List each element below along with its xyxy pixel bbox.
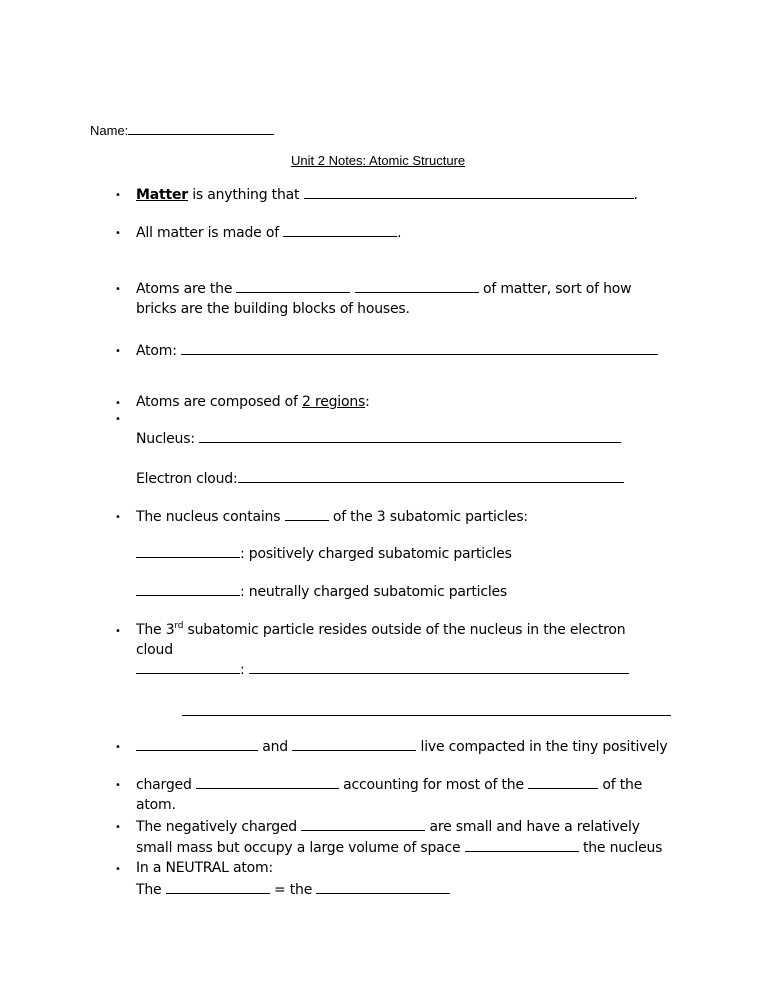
bullet-text: small mass but occupy a large volume of space [136, 840, 465, 856]
bullet-nucleus-contains [136, 508, 528, 525]
blank-equal-1[interactable] [166, 881, 270, 894]
blank-electron-definition-2[interactable] [182, 703, 671, 716]
bullet-text: . [397, 225, 402, 241]
bullet-icon: • [115, 822, 121, 833]
name-label: Name: [90, 123, 129, 138]
bullet-text: Nucleus: [136, 431, 200, 447]
bullet-icon: • [115, 626, 121, 637]
bullet-third-particle [136, 621, 625, 638]
bullet-matter [136, 186, 638, 203]
bullet-text: : positively charged subatomic particles [240, 546, 512, 562]
superscript: rd [174, 621, 184, 631]
bullet-icon: • [115, 284, 121, 295]
blank-position[interactable] [465, 839, 579, 852]
bullet-text: the nucleus [578, 840, 663, 856]
blank-atom-definition[interactable] [181, 342, 658, 355]
bullet-text: of the 3 subatomic particles: [328, 509, 528, 525]
blank-mass[interactable] [528, 776, 598, 789]
bullet-third-particle-cont: cloud [136, 642, 173, 658]
blank-count[interactable] [285, 508, 329, 521]
blank-neutral[interactable] [136, 583, 240, 596]
bullet-charged [136, 776, 642, 793]
nucleus-line [136, 430, 621, 447]
bullet-negatively-cont [136, 839, 662, 856]
bullet-text: The negatively charged [136, 819, 302, 835]
bullet-negatively [136, 818, 640, 835]
bullet-charged-cont: atom. [136, 797, 176, 813]
term-2-regions: 2 regions [302, 394, 366, 410]
electron-cloud-line [136, 470, 624, 487]
bullet-text: Electron cloud: [136, 471, 238, 487]
blank-made-of[interactable] [283, 224, 397, 237]
bullet-text: Atoms are the [136, 281, 237, 297]
blank-building-2[interactable] [355, 280, 479, 293]
term-matter: Matter [136, 187, 188, 203]
blank-equal-2[interactable] [316, 881, 450, 894]
bullet-text: Atom: [136, 343, 181, 359]
positive-line [136, 545, 512, 562]
bullet-text: Atoms are composed of [136, 394, 302, 410]
bullet-text: The nucleus contains [136, 509, 285, 525]
bullet-text: of the [598, 777, 643, 793]
blank-matter-definition[interactable] [304, 186, 634, 199]
bullet-compacted [136, 738, 667, 755]
blank-positive[interactable] [136, 545, 240, 558]
bullet-icon: • [115, 512, 121, 523]
bullet-text: = the [269, 882, 317, 898]
bullet-text: . [633, 187, 638, 203]
bullet-icon: • [115, 742, 121, 753]
bullet-icon: • [115, 414, 121, 425]
bullet-icon: • [115, 190, 121, 201]
blank-charged-region[interactable] [196, 776, 339, 789]
bullet-neutral-atom: In a NEUTRAL atom: [136, 860, 273, 876]
page-title: Unit 2 Notes: Atomic Structure [291, 153, 466, 168]
bullet-text: : [240, 662, 249, 678]
neutral-line [136, 583, 507, 600]
blank-building-1[interactable] [236, 280, 350, 293]
bullet-regions [136, 394, 370, 410]
bullet-text: accounting for most of the [338, 777, 529, 793]
bullet-building-blocks [136, 280, 631, 297]
blank-nucleus[interactable] [199, 430, 621, 443]
bullet-made-of [136, 224, 401, 241]
bullet-text: live compacted in the tiny positively [416, 739, 668, 755]
neutral-atom-equation [136, 881, 450, 898]
blank-electron-name[interactable] [136, 661, 240, 674]
bullet-icon: • [115, 228, 121, 239]
bullet-text: The [136, 882, 166, 898]
blank-negative-particle[interactable] [301, 818, 425, 831]
bullet-text: of matter, sort of how [478, 281, 632, 297]
bullet-text: The 3 [136, 622, 175, 638]
bullet-text: charged [136, 777, 196, 793]
bullet-icon: • [115, 864, 121, 875]
bullet-text: are small and have a relatively [425, 819, 640, 835]
bullet-text: subatomic particle resides outside of the nucleus in the electron [183, 622, 626, 638]
bullet-icon: • [115, 346, 121, 357]
bullet-text: All matter is made of [136, 225, 284, 241]
bullet-text: and [258, 739, 293, 755]
blank-compacted-1[interactable] [136, 738, 258, 751]
electron-line-2 [182, 703, 671, 720]
bullet-text: : neutrally charged subatomic particles [240, 584, 508, 600]
bullet-building-blocks-cont: bricks are the building blocks of houses. [136, 301, 410, 317]
bullet-text: is anything that [187, 187, 304, 203]
name-line [90, 122, 274, 138]
bullet-text: : [365, 394, 370, 410]
bullet-icon: • [115, 780, 121, 791]
bullet-atom [136, 342, 658, 359]
blank-compacted-2[interactable] [292, 738, 416, 751]
blank-electron-cloud[interactable] [238, 470, 624, 483]
name-blank[interactable] [128, 122, 274, 135]
blank-electron-definition[interactable] [249, 661, 629, 674]
bullet-icon: • [115, 398, 121, 409]
electron-line [136, 661, 629, 678]
